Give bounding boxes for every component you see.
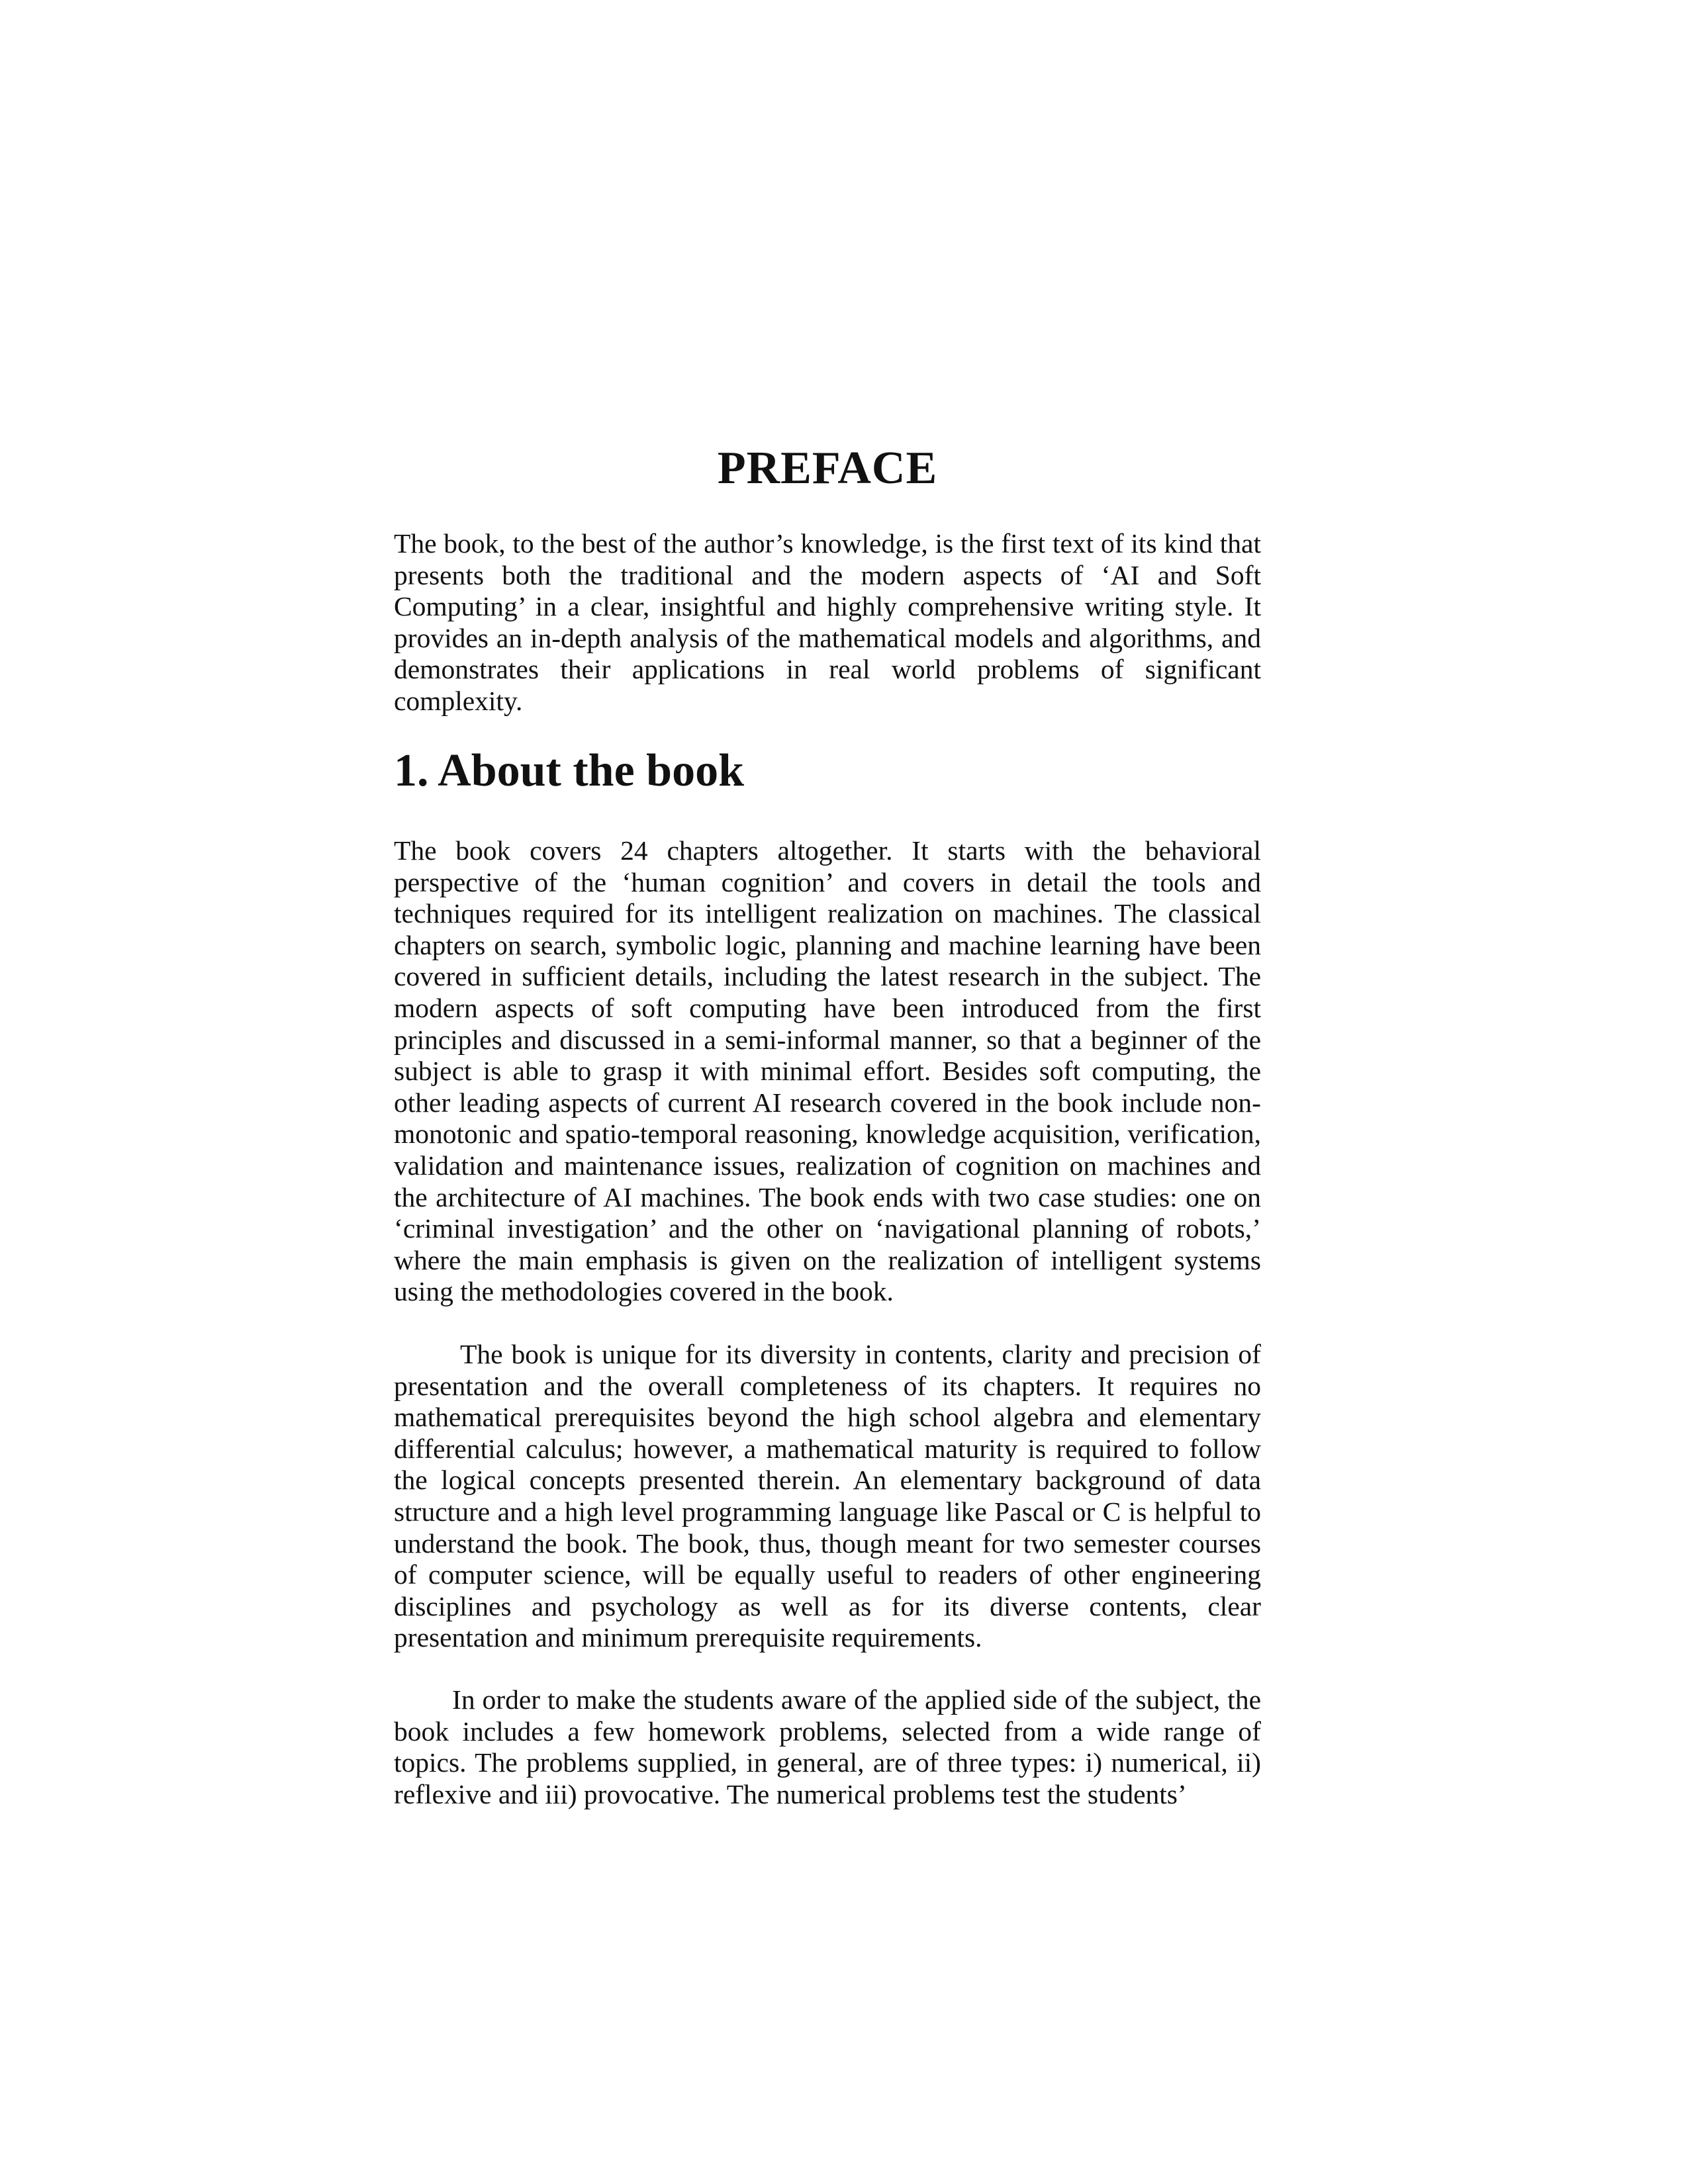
section-heading: 1. About the book	[394, 745, 745, 796]
intro-paragraph: The book, to the best of the author’s knowledge, is the first text of its kind that presents both the traditional and the modern aspects of ‘AI and Soft Computing’ in a clear, insightful and highly comprehensive writing style. It provides an in-depth analysis of the mathematical models and algorithms, and demonstrates their applications in real world problems of significant complexity.	[394, 528, 1261, 716]
section-paragraph-3: In order to make the students aware of the applied side of the subject, the book includes a few homework problems, selected from a wide range of topics. The problems supplied, in general, are of three types: i) numerical, ii) reflexive and iii) provocative. The numerical problems test the students’	[394, 1684, 1261, 1809]
section-paragraph-2: The book is unique for its diversity in contents, clarity and precision of presentation and the overall completeness of its chapters. It requires no mathematical prerequisites beyond the high school algebra and elementary differential calculus; however, a mathematical maturity is required to follow the logical concepts presented therein. An elementary background of data structure and a high level programming language like Pascal or C is helpful to understand the book. The book, thus, though meant for two semester courses of computer science, will be equally useful to readers of other engineering disciplines and psychology as well as for its diverse contents, clear presentation and minimum prerequisite requirements.	[394, 1339, 1261, 1653]
section-paragraph-1: The book covers 24 chapters altogether. It starts with the behavioral perspective of the ‘human cognition’ and covers in detail the tools and techniques required for its intelligent realization on machines. The classical chapters on search, symbolic logic, planning and machine learning have been covered in sufficient details, including the latest research in the subject. The modern aspects of soft computing have been introduced from the first principles and discussed in a semi-informal manner, so that a beginner of the subject is able to grasp it with minimal effort. Besides soft computing, the other leading aspects of current AI research covered in the book include non-monotonic and spatio-temporal reasoning, knowledge acquisition, verification, validation and maintenance issues, realization of cognition on machines and the architecture of AI machines. The book ends with two case studies: one on ‘criminal investigation’ and the other on ‘navigational planning of robots,’ where the main emphasis is given on the realization of intelligent systems using the methodologies covered in the book.	[394, 835, 1261, 1307]
page-title: PREFACE	[717, 443, 938, 494]
